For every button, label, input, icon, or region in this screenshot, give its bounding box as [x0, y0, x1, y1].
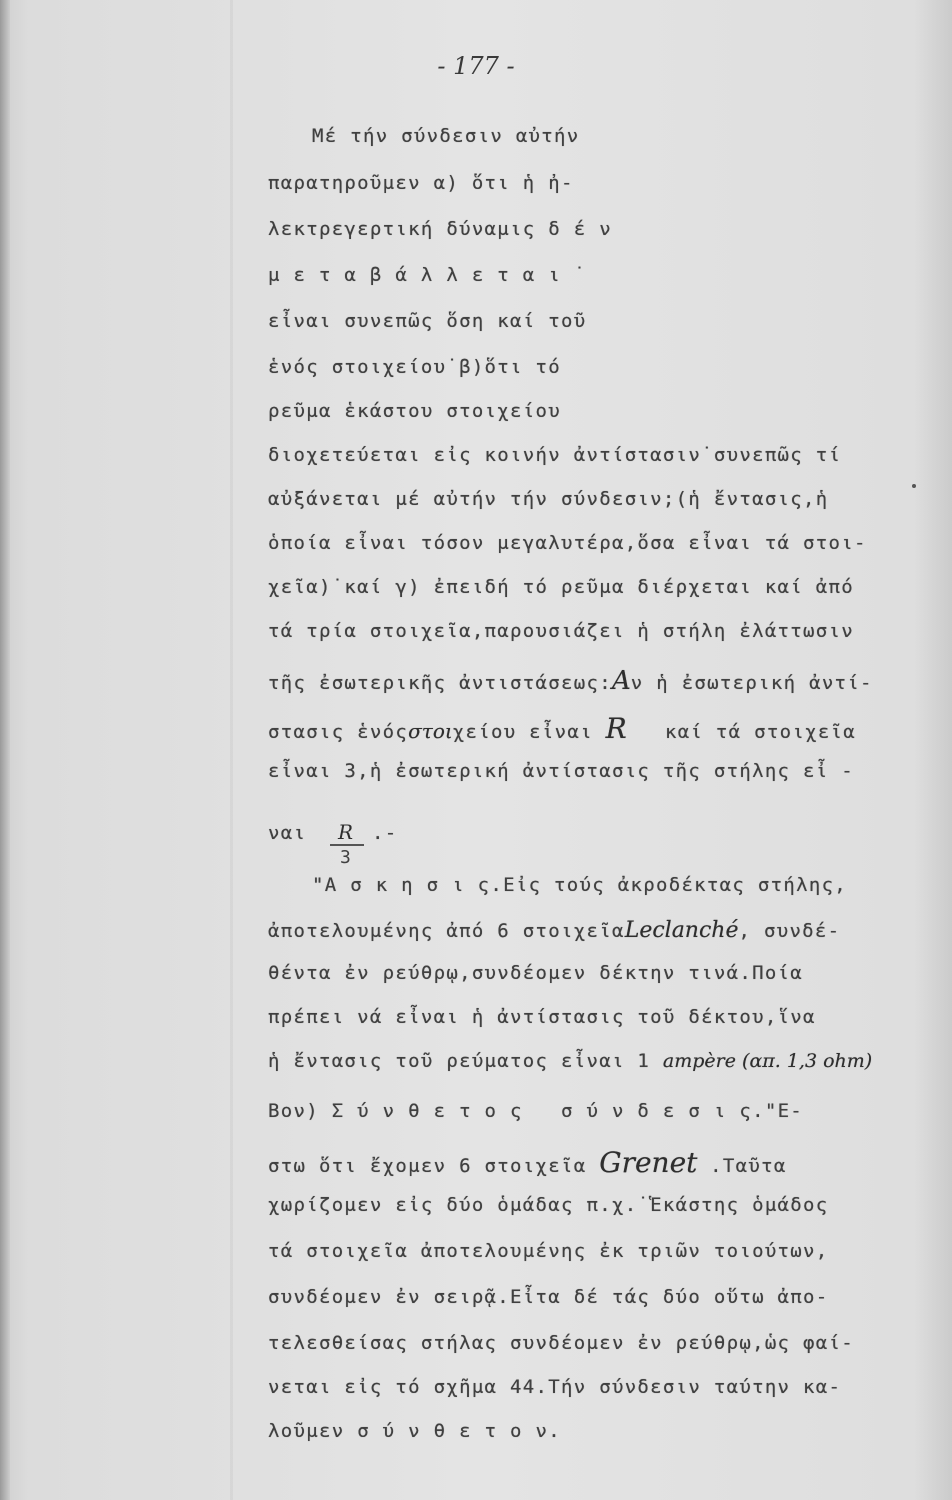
text-line: ἑνός στοιχείου˙β)ὅτι τό — [268, 356, 561, 378]
text-line: θέντα ἐν ρεύθρῳ,συνδέομεν δέκτην τινά.Ποία — [268, 962, 804, 984]
text-line — [268, 712, 856, 745]
page-edge-shadow — [0, 0, 10, 1500]
typed-text: ἀποτελουμένης ἀπό 6 στοιχεῖα — [268, 920, 625, 942]
text-line: τά στοιχεῖα ἀποτελουμένης ἐκ τριῶν τοιούτων, — [268, 1240, 829, 1262]
text-line: .- — [372, 822, 398, 844]
text-line: μ ε τ α β ά λ λ ε τ α ι ˙ — [268, 264, 587, 286]
typed-text: στω ὅτι ἔχομεν 6 στοιχεῖα — [268, 1155, 587, 1177]
text-line: συνδέομεν ἐν σειρᾷ.Εἶτα δέ τάς δύο οὕτω ἀπο- — [268, 1286, 829, 1308]
text-line: χωρίζομεν εἰς δύο ὁμάδας π.χ.˙Ἑκάστης ὁμάδος — [268, 1194, 829, 1216]
text-line — [268, 666, 873, 696]
fraction — [330, 820, 366, 872]
page-fold-line — [230, 0, 233, 1500]
text-line: αὐξάνεται μέ αὐτήν τήν σύνδεσιν;(ἡ ἔντασις,ἡ — [268, 488, 829, 510]
text-line: εἶναι 3,ἡ ἐσωτερική ἀντίστασις τῆς στήλης εἶ - — [268, 760, 854, 782]
text-line — [268, 1420, 561, 1442]
handwritten-insert: Grenet — [599, 1146, 698, 1179]
text-line: λεκτρεγερτική δύναμις δ έ ν — [268, 218, 612, 240]
typed-text: "Ε- — [764, 1100, 804, 1122]
typed-text: χείου εἶναι — [452, 721, 593, 743]
text-line: τά τρία στοιχεῖα,παρουσιάζει ἡ στήλη ἐλάττωσιν — [268, 620, 854, 642]
typed-text: τῆς ἐσωτερικῆς ἀντιστάσεως: — [268, 672, 612, 694]
typed-text: λοῦμεν — [268, 1420, 345, 1442]
typed-text: .Ταῦτα — [710, 1155, 787, 1177]
handwritten-correction: A — [611, 666, 631, 696]
fraction-bar — [330, 844, 364, 846]
handwritten-insert: Leclanché — [624, 918, 739, 943]
text-line: ρεῦμα ἑκάστου στοιχείου — [268, 400, 561, 422]
handwritten-symbol: R — [605, 712, 627, 745]
exercise-heading: "Α σ κ η σ ι ς. — [312, 874, 504, 896]
text-line: νεται εἰς τό σχῆμα 44.Τήν σύνδεσιν ταύτην κα- — [268, 1376, 842, 1398]
handwritten-insert: ampère (απ. 1,3 ohm) — [662, 1050, 873, 1072]
fraction-numerator: R — [338, 820, 354, 844]
text-line: παρατηροῦμεν α) ὅτι ἡ ἠ- — [268, 172, 574, 194]
section-heading: Βον) Σ ύ ν θ ε τ ο ς σ ύ ν δ ε σ ι ς. — [268, 1100, 765, 1122]
spaced-emphasis: σ ύ ν θ ε τ ο ν. — [357, 1420, 562, 1442]
typed-text: καί τά στοιχεῖα — [664, 721, 857, 743]
typed-text: ἡ ἔντασις τοῦ ρεύματος εἶναι 1 — [268, 1050, 651, 1072]
text-line — [268, 1100, 803, 1122]
text-line — [268, 1146, 787, 1179]
text-line: Μέ τήν σύνδεσιν αὐτήν — [312, 125, 580, 147]
page-number: - 177 - — [437, 52, 515, 80]
typed-text: Εἰς τούς ἀκροδέκτας στήλης, — [503, 874, 848, 896]
ink-dot — [912, 484, 916, 488]
text-line: χεῖα)˙καί γ) ἐπειδή τό ρεῦμα διέρχεται καί ἀπό — [268, 576, 854, 598]
text-line: ναι — [268, 822, 307, 844]
text-line: τελεσθείσας στήλας συνδέομεν ἐν ρεύθρῳ,ὡς φαί- — [268, 1332, 854, 1354]
text-line — [268, 918, 840, 943]
text-line: πρέπει νά εἶναι ἡ ἀντίστασις τοῦ δέκτου,ἵνα — [268, 1006, 816, 1028]
handwritten-correction: στοι — [408, 719, 453, 743]
text-line: ὁποία εἶναι τόσον μεγαλυτέρα,ὅσα εἶναι τά στοι- — [268, 532, 867, 554]
typed-text: , συνδέ- — [738, 920, 841, 942]
text-line — [312, 874, 847, 896]
typed-text: ν ἡ ἐσωτερική ἀντί- — [630, 672, 873, 694]
fraction-denominator: 3 — [340, 847, 351, 868]
text-line: διοχετεύεται εἰς κοινήν ἀντίστασιν˙συνεπῶς τί — [268, 444, 842, 466]
typed-text: στασις ἑνός — [268, 721, 409, 743]
text-line — [268, 1050, 872, 1072]
text-line: εἶναι συνεπῶς ὅση καί τοῦ — [268, 310, 587, 332]
